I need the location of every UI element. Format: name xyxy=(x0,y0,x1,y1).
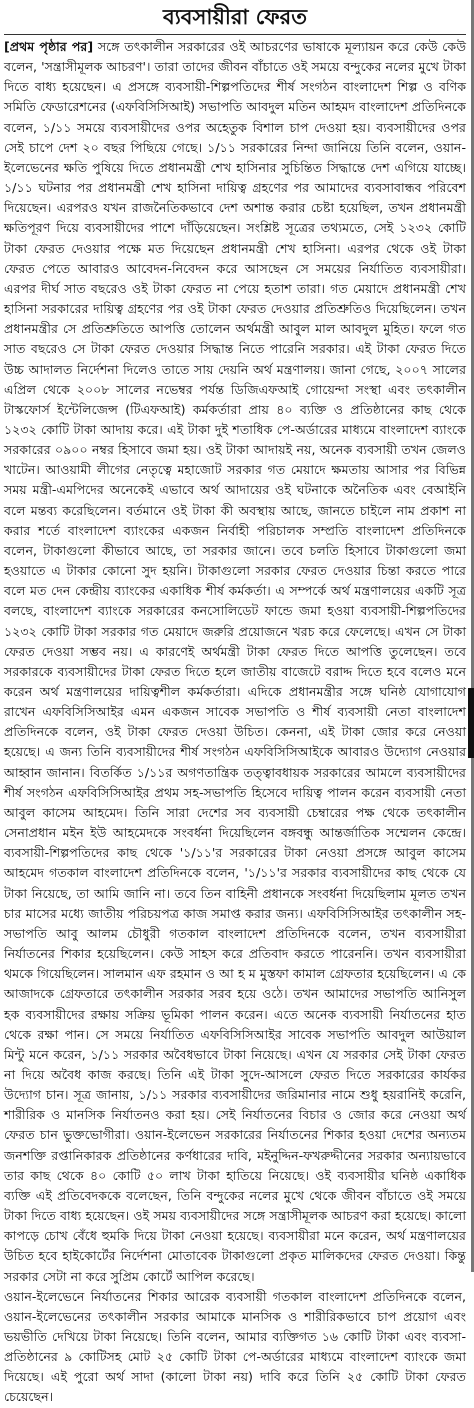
article-paragraph-2: ওয়ান-ইলেভেনে নির্যাতনের শিকার আরেক ব্যবসায়ী গতকাল বাংলাদেশ প্রতিদিনকে বলেন, ওয়ান-ইলেভেনের তৎকালীন সরকার আমাকে মানসিক ও শারীরিকভাবে চাপ প্রয়োগ এবং ভয়ভীতি দেখিয়ে টাকা নিয়েছে। তিনি বলেন, আমার ব্যক্তিগত ১৬ কোটি টাকা এবং ব্যবসা-প্রতিষ্ঠানের ৯ কোটিসহ মোট ২৫ কোটি টাকা পে-অর্ডারের মাধ্যমে বাংলাদেশ ব্যাংকে জমা দিয়েছে। এই পুরো অর্থ সাদা (কালো টাকা নয়) দাবি করে তিনি ২৫ কোটি টাকা ফেরত চেয়েছেন। xyxy=(4,1288,466,1405)
page-edge-marker xyxy=(468,688,474,758)
article-body xyxy=(4,37,466,1408)
article-paragraph-1: সঙ্গে তৎকালীন সরকারের ওই আচরণের ভাষাকে মূল্যায়ন করে কেউ কেউ বলেন, 'সন্ত্রাসীমূলক আচরণ'। তারা তাদের জীবন বাঁচাতে ওই সময়ে বন্দুকের নলের মুখে টাকা দিতে বাধ্য হয়েছেন। এ প্রসঙ্গে ব্যবসায়ী-শিল্পপতিদের শীর্ষ সংগঠন বাংলাদেশ শিল্প ও বণিক সমিতি ফেডারেশনের (এফবিসিসিআই) সভাপতি আবদুল মতিন আহমদ বাংলাদেশ প্রতিদিনকে বলেন, ১/১১ সময়ে ব্যবসায়ীদের ওপর অহেতুক বিশাল চাপ দেওয়া হয়। ব্যবসায়ীদের ওপর সেই চাপে দেশ ২০ বছর পিছিয়ে গেছে। ১/১১ সরকারের নিন্দা জানিয়ে তিনি বলেন, ওয়ান-ইলেভেনের ক্ষতি পুষিয়ে দিতে প্রধানমন্ত্রী শেখ হাসিনার সুচিন্তিত সিদ্ধান্তে দেশ এগিয়ে যাচ্ছে। ১/১১ ঘটনার পর প্রধানমন্ত্রী শেখ হাসিনা দায়িত্ব গ্রহণের পর আমাদের ব্যবসাবান্ধব পরিবেশ দিয়েছেন। এরপরও যখন রাজনৈতিকভাবে দেশ অশান্ত করার চেষ্টা হয়েছিল, তখন প্রধানমন্ত্রী ক্ষতিপূরণ দিয়ে ব্যবসায়ীদের পাশে দাঁড়িয়েছেন। সংশ্লিষ্ট সূত্রের তথ্যমতে, সেই ১২৩২ কোটি টাকা ফেরত দেওয়ার পক্ষে মত দিয়েছেন প্রধানমন্ত্রী শেখ হাসিনা। এরপর থেকে ওই টাকা ফেরত পেতে আবারও আবেদন-নিবেদন করে আসছেন সে সময়ের নির্যাতিত ব্যবসায়ীরা। এরপর দীর্ঘ সাত বছরেও ওই টাকা ফেরত না পেয়ে হতাশ তারা। গত মেয়াদে প্রধানমন্ত্রী শেখ হাসিনা সরকারের দায়িত্ব গ্রহণের পর ওই টাকা ফেরত দেওয়ার প্রতিশ্রুতিও দিয়েছিলেন। তখন প্রধানমন্ত্রীর সে প্রতিশ্রুতিতে আপত্তি তোলেন অর্থমন্ত্রী আবুল মাল আবদুল মুহিত। ফলে গত সাত বছরেও সে টাকা ফেরত দেওয়ার সিদ্ধান্ত নিতে পারেনি সরকার। এই টাকা ফেরত দিতে উচ্চ আদালত নির্দেশনা দিলেও তাতে সায় দেয়নি অর্থ মন্ত্রণালয়। জানা গেছে, ২০০৭ সালের এপ্রিল থেকে ২০০৮ সালের নভেম্বর পর্যন্ত ডিজিএফআই গোয়েন্দা সংস্থা এবং তৎকালীন টাস্কফোর্স ইন্টেলিজেন্স (টিএফআই) কর্মকর্তারা প্রায় ৪০ ব্যক্তি ও প্রতিষ্ঠানের কাছ থেকে ১২৩২ কোটি টাকা আদায় করে। এই টাকা দুই শতাধিক পে-অর্ডারের মাধ্যমে বাংলাদেশ ব্যাংকে সরকারের ০৯০০ নম্বর হিসাবে জমা হয়। ওই টাকা আদায়ই নয়, অনেক ব্যবসায়ী তখন জেলও খাটেন। আওয়ামী লীগের নেতৃত্বে মহাজোট সরকার গত মেয়াদে ক্ষমতায় আসার পর বিভিন্ন সময় মন্ত্রী-এমপিদের অনেকেই এভাবে অর্থ আদায়ের ওই ঘটনাকে অনৈতিক এবং বেআইনি বলে মন্তব্য করেছিলেন। বর্তমানে ওই টাকা কী অবস্থায় আছে, জানতে চাইলে নাম প্রকাশ না করার শর্তে বাংলাদেশ ব্যাংকের একজন নির্বাহী পরিচালক সম্প্রতি বাংলাদেশ প্রতিদিনকে বলেন, টাকাগুলো কীভাবে আছে, তা সরকার জানে। তবে চলতি হিসাবে টাকাগুলো জমা হওয়াতে এ টাকার কোনো সুদ হয়নি। টাকাগুলো সরকার ফেরত দেওয়ার চিন্তা করতে পারে বলে মত দেন কেন্দ্রীয় ব্যাংকের একাধিক শীর্ষ কর্মকর্তা। এ সম্পর্কে অর্থ মন্ত্রণালয়ের একটি সূত্র বলছে, বাংলাদেশ ব্যাংকে সরকারের কনসোলিডেট ফান্ডে জমা হওয়া ব্যবসায়ী-শিল্পপতিদের ১২৩২ কোটি টাকা সরকার গত মেয়াদে জরুরি প্রয়োজনে খরচ করে ফেলেছে। এখন সে টাকা ফেরত দেওয়া সম্ভব নয়। এ কারণেই অর্থমন্ত্রী টাকা ফেরত দিতে আপত্তি তুলেছেন। তবে সরকারকে ব্যবসায়ীদের টাকা ফেরত দিতে হলে জাতীয় বাজেটে বরাদ্দ দিতে হবে বলেও মনে করেন অর্থ মন্ত্রণালয়ের দায়িত্বশীল কর্মকর্তারা। এদিকে প্রধানমন্ত্রীর সঙ্গে ঘনিষ্ঠ যোগাযোগ রাখেন এফবিসিসিআইর এমন একজন সাবেক সভাপতি ও শীর্ষ ব্যবসায়ী নেতা বাংলাদেশ প্রতিদিনকে বলেন, ওই টাকা ফেরত দেওয়া উচিত। কেননা, এই টাকা জোর করে নেওয়া হয়েছে। এ জন্য তিনি ব্যবসায়ীদের শীর্ষ সংগঠন এফবিসিসিআইকে আবারও উদ্যোগ নেওয়ার আহ্বান জানান। বিতর্কিত ১/১১র অগণতান্ত্রিক তত্ত্বাবধায়ক সরকারের আমলে ব্যবসায়ীদের শীর্ষ সংগঠন এফবিসিসিআইর প্রথম সহ-সভাপতি হিসেবে দায়িত্ব পালন করেন ব্যবসায়ী নেতা আবুল কাসেম আহমেদ। তিনি সারা দেশের সব ব্যবসায়ী চেম্বারের পক্ষ থেকে তৎকালীন সেনাপ্রধান মইন ইউ আহমেদকে সংবর্ধনা দিয়েছিলেন বঙ্গবন্ধু আন্তর্জাতিক সম্মেলন কেন্দ্রে। ব্যবসায়ী-শিল্পপতিদের কাছ থেকে '১/১১'র সরকারের টাকা নেওয়া প্রসঙ্গে আবুল কাসেম আহমেদ গতকাল বাংলাদেশ প্রতিদিনকে বলেন, '১/১১'র সরকার ব্যবসায়ীদের কাছ থেকে যে টাকা নিয়েছে, তা আমি জানি না। তবে তিন বাহিনী প্রধানকে সংবর্ধনা দিয়েছিলাম মূলত তখন চার মাসের মধ্যে জাতীয় পরিচয়পত্র কাজ সমাপ্ত করার জন্য। এফবিসিসিআইর তৎকালীন সহ-সভাপতি আবু আলম চৌধুরী গতকাল বাংলাদেশ প্রতিদিনকে বলেন, তখন ব্যবসায়ীরা নির্যাতনের শিকার হয়েছিলেন। কেউ সাহস করে প্রতিবাদ করতে পারেননি। তখন ব্যবসায়ীরা থমকে গিয়েছিলেন। সালমান এফ রহমান ও আ হ ম মুস্তফা কামাল গ্রেফতার হয়েছিলেন। এ কে আজাদকে গ্রেফতারে তৎকালীন সরকার সরব হয়ে ওঠে। তখন আমাদের সভাপতি আনিসুল হক ব্যবসায়ীদের রক্ষায় সক্রিয় ভূমিকা পালন করেন। এতে অনেক ব্যবসায়ী নির্যাতনের হাত থেকে রক্ষা পান। সে সময়ে নির্যাতিত এফবিসিসিআইর সাবেক সভাপতি আবদুল আউয়াল মিন্টু মনে করেন, ১/১১ সরকার অবৈধভাবে টাকা নিয়েছে। এখন যে সরকার সেই টাকা ফেরত না দিয়ে অবৈধ কাজ করছে। তিনি এই টাকা সুদে-আসলে ফেরত দিতে সরকারের কার্যকর উদ্যোগ চান। সূত্র জানায়, ১/১১ সরকার ব্যবসায়ীদের জরিমানার নামে শুধু হয়রানিই করেনি, শারীরিক ও মানসিক নির্যাতনও করা হয়। সেই নির্যাতনের বিচার ও জোর করে নেওয়া অর্থ ফেরত চান ভুক্তভোগীরা। ওয়ান-ইলেভেন সরকারের নির্যাতনের শিকার হওয়া দেশের অন্যতম জনশক্তি রপ্তানিকারক প্রতিষ্ঠানের কর্ণধারের দাবি, মইনুদ্দিন-ফখরুদ্দীনের সরকার অন্যায়ভাবে তার কাছ থেকে ৪০ কোটি ৫০ লাখ টাকা হাতিয়ে নিয়েছে। ওই ব্যবসায়ীর ঘনিষ্ঠ একাধিক ব্যক্তি এই প্রতিবেদককে বলেছেন, তিনি বন্দুকের নলের মুখে থেকে জীবন বাঁচাতে ওই সময়ে টাকা দিতে বাধ্য হয়েছেন। ওই সময় ব্যবসায়ীদের সঙ্গে সন্ত্রাসীমূলক আচরণ করা হয়েছে। কালো কাপড়ে চোখ বেঁধে হুমকি দিয়ে টাকা নেওয়া হয়েছে। ব্যবসায়ীরা মনে করেন, অর্থ মন্ত্রণালয়ের উচিত হবে হাইকোর্টের নির্দেশনা মোতাবেক টাকাগুলো প্রকৃত মালিকদের ফেরত দেওয়া। কিন্তু সরকার সেটা না করে সুপ্রিম কোর্টে আপিল করেছে। xyxy=(4,39,467,1284)
article-headline: ব্যবসায়ীরা ফেরত xyxy=(4,2,466,35)
news-article xyxy=(4,2,467,1405)
continued-from-front-page-label: [প্রথম পৃষ্ঠার পর] xyxy=(4,39,94,54)
